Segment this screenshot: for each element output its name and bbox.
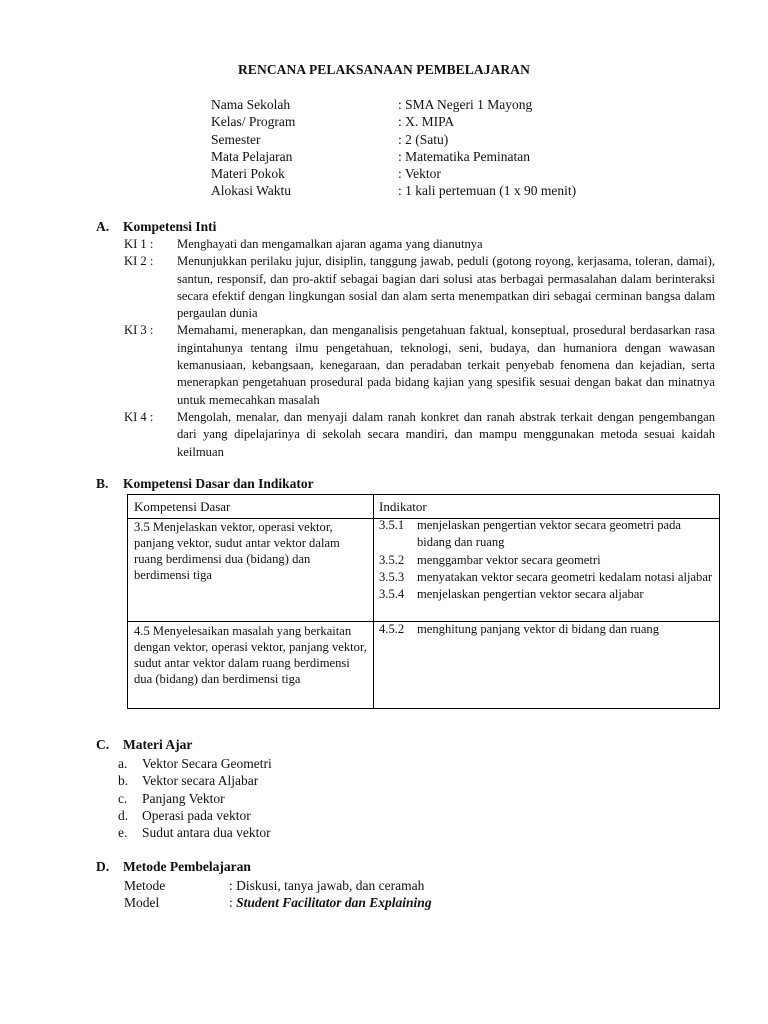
section-title: Materi Ajar — [123, 737, 193, 752]
indicator-number: 4.5.2 — [379, 622, 405, 636]
ki-code: KI 1 : — [124, 237, 154, 251]
indicator-text: menghitung panjang vektor di bidang dan ruang — [417, 622, 660, 636]
list-text: Operasi pada vektor — [142, 807, 251, 823]
ki-text: Menghayati dan mengamalkan ajaran agama yang dianutnya — [177, 237, 483, 251]
section-b-heading — [96, 476, 314, 492]
indicator-item — [379, 586, 714, 603]
indicator-cell — [379, 621, 714, 638]
info-label: Mata Pelajaran — [211, 148, 293, 164]
list-text: Vektor secara Aljabar — [142, 773, 259, 789]
metode-row — [124, 877, 432, 894]
ki-item — [124, 236, 715, 253]
indicator-number: 3.5.4 — [379, 587, 405, 602]
list-marker: c. — [118, 790, 128, 806]
section-a-heading — [96, 219, 216, 235]
info-value: : 1 kali pertemuan (1 x 90 menit) — [398, 183, 577, 199]
info-row — [211, 148, 576, 165]
metode-separator: : — [229, 878, 233, 893]
table-header-kd: Kompetensi Dasar — [134, 499, 231, 514]
kd-cell: 4.5 Menyelesaikan masalah yang berkaitan dengan vektor, operasi vektor, panjang vektor, sudut antar vektor dalam ruang berdimensi dua (bidang) dan berdimensi tiga — [134, 624, 367, 686]
model-value: Student Facilitator dan Explaining — [236, 895, 432, 911]
indicator-text: menjelaskan pengertian vektor secara aljabar — [417, 587, 644, 602]
indicator-text: menyatakan vektor secara geometri kedalam notasi aljabar — [417, 569, 713, 584]
ki-item — [124, 253, 715, 322]
metode-label: Metode — [124, 878, 166, 893]
indicator-text: menjelaskan pengertian vektor secara geometri pada bidang dan ruang — [417, 518, 681, 550]
section-title: Metode Pembelajaran — [123, 859, 251, 874]
info-row — [211, 131, 576, 148]
section-d-heading — [96, 859, 251, 875]
list-text: Vektor Secara Geometri — [142, 756, 272, 771]
section-letter: B. — [96, 476, 109, 491]
identity-block — [211, 96, 576, 200]
indicator-cell — [379, 517, 714, 603]
materi-ajar-list — [118, 755, 272, 841]
ki-text: Memahami, menerapkan, dan menganalisis pengetahuan faktual, konseptual, prosedural berdasarkan rasa ingintahunya tentang ilmu pengetahuan, teknologi, seni, budaya, dan humaniora dengan wawasan kemanusiaan, kebangsaan, kenegaraan, dan peradaban terkait penyebab fenomena dan kejadian, serta menerapkan pengetahuan prosedural pada bidang kajian yang spesifik sesuai dengan bakat dan minatnya untuk memecahkan masalah — [177, 323, 715, 407]
list-item — [118, 790, 272, 807]
list-marker: a. — [118, 756, 128, 771]
info-label: Alokasi Waktu — [211, 183, 292, 199]
model-separator: : — [229, 895, 233, 911]
info-value: : 2 (Satu) — [398, 131, 449, 147]
ki-code: KI 3 : — [124, 323, 154, 338]
section-letter: C. — [96, 737, 110, 752]
document-title: RENCANA PELAKSANAAN PEMBELAJARAN — [238, 62, 530, 77]
list-marker: b. — [118, 773, 129, 789]
info-label: Nama Sekolah — [211, 97, 291, 112]
kd-cell: 3.5 Menjelaskan vektor, operasi vektor, panjang vektor, sudut antar vektor dalam ruang berdimensi dua (bidang) dan berdimensi tiga — [134, 520, 340, 582]
list-item — [118, 772, 272, 789]
ki-code: KI 4 : — [124, 409, 154, 424]
info-label: Kelas/ Program — [211, 114, 296, 130]
column-divider — [373, 495, 374, 708]
ki-item — [124, 322, 715, 408]
info-row — [211, 182, 576, 199]
info-label: Semester — [211, 131, 261, 147]
section-letter: D. — [96, 859, 110, 874]
ki-text: Menunjukkan perilaku jujur, disiplin, tanggung jawab, peduli (gotong royong, kerjasama, toleran, damai), santun, responsif, dan pro-aktif sebagai bagian dari solusi atas berbagai permasalahan dalam berinteraksi secara efektif dengan lingkungan sosial dan alam serta menempatkan diri sebagai cerminan bangsa dalam pergaulan dunia — [177, 254, 715, 321]
info-row — [211, 96, 576, 113]
info-row — [211, 165, 576, 182]
section-title: Kompetensi Inti — [123, 219, 217, 234]
indicator-number: 3.5.1 — [379, 518, 405, 532]
section-letter: A. — [96, 219, 110, 234]
metode-value: Diskusi, tanya jawab, dan ceramah — [236, 878, 425, 893]
kd-indikator-table — [127, 494, 720, 709]
info-label: Materi Pokok — [211, 166, 285, 182]
ki-item — [124, 409, 715, 461]
indicator-item — [379, 621, 714, 638]
info-value: : Vektor — [398, 166, 441, 182]
indicator-number: 3.5.2 — [379, 552, 405, 567]
list-text: Sudut antara dua vektor — [142, 825, 271, 841]
indicator-number: 3.5.3 — [379, 569, 405, 584]
list-item — [118, 755, 272, 772]
info-value: : Matematika Peminatan — [398, 148, 530, 164]
table-header-indikator: Indikator — [379, 499, 427, 514]
ki-text: Mengolah, menalar, dan menyaji dalam ranah konkret dan ranah abstrak terkait dengan pengembangan dari yang dipelajarinya di sekolah secara mandiri, dan mampu menggunakan metoda sesuai kaidah keilmuan — [177, 409, 715, 459]
indicator-item — [379, 517, 714, 552]
kompetensi-inti-list — [124, 236, 715, 461]
indicator-item — [379, 569, 714, 586]
ki-code: KI 2 : — [124, 254, 154, 269]
section-c-heading — [96, 737, 192, 753]
indicator-text: menggambar vektor secara geometri — [417, 552, 601, 567]
indicator-item — [379, 552, 714, 569]
list-marker: d. — [118, 807, 129, 823]
info-value: : X. MIPA — [398, 114, 455, 130]
model-label: Model — [124, 895, 160, 911]
info-row — [211, 113, 576, 130]
list-item — [118, 807, 272, 824]
list-text: Panjang Vektor — [142, 790, 225, 806]
metode-block — [124, 877, 432, 912]
section-title: Kompetensi Dasar dan Indikator — [123, 476, 314, 491]
list-item — [118, 824, 272, 841]
list-marker: e. — [118, 825, 128, 841]
info-value: : SMA Negeri 1 Mayong — [398, 97, 533, 112]
metode-row — [124, 894, 432, 911]
